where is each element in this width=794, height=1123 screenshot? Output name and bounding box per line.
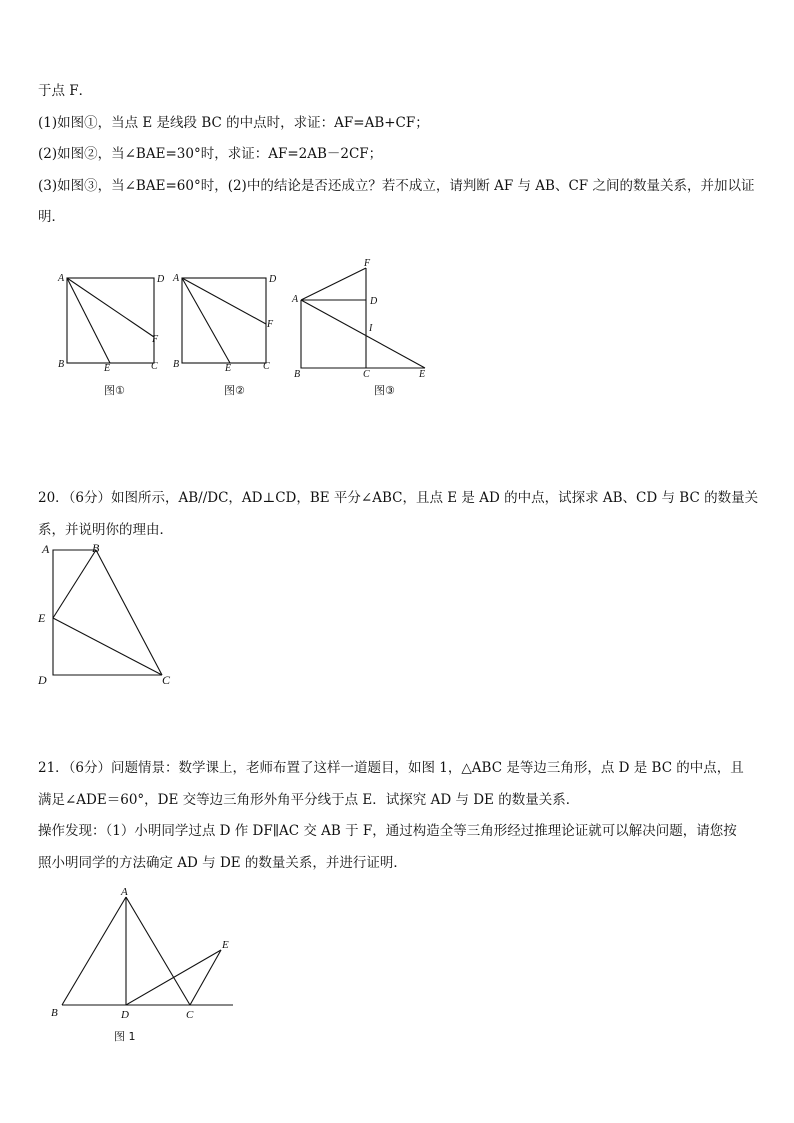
segment-ec	[53, 618, 162, 675]
label-c: C	[186, 1009, 194, 1021]
label-d: D	[121, 1009, 129, 1021]
label-c: C	[263, 361, 270, 372]
trapezoid-sides	[53, 550, 162, 675]
label-e: E	[222, 939, 229, 951]
label-c: C	[363, 369, 370, 380]
q20-text-line-2: 系，并说明你的理由．	[38, 522, 173, 538]
figure-caption: 图①	[104, 384, 125, 397]
label-f: F	[267, 319, 274, 330]
q19-part-3-cont: 明．	[38, 209, 65, 225]
label-b: B	[58, 359, 65, 370]
segment-eb	[53, 550, 96, 618]
label-b: B	[51, 1007, 58, 1019]
label-f: F	[364, 258, 371, 269]
label-f: F	[152, 334, 159, 345]
label-d: D	[370, 296, 378, 307]
square-abcd	[67, 278, 154, 363]
q20-text-line-1: 20．（6分）如图所示，AB//DC，AD⊥CD，BE 平分∠ABC，且点 E 是 AD 的中点，试探求 AB、CD 与 BC 的数量关	[38, 490, 759, 506]
label-c: C	[151, 361, 158, 372]
label-a: A	[121, 886, 128, 898]
segment-de	[126, 950, 221, 1005]
square-abcd	[182, 278, 266, 363]
q21-text-line-1: 21．（6分）问题情景：数学课上，老师布置了这样一道题目，如图 1，△ABC 是等边三角形，点 D 是 BC 的中点，且	[38, 760, 744, 776]
q19-line-0: 于点 F．	[38, 83, 93, 99]
label-d: D	[269, 274, 277, 285]
segment-ae	[301, 300, 425, 368]
segment-ac	[126, 897, 190, 1005]
q21-text-line-4: 照小明同学的方法确定 AD 与 DE 的数量关系，并进行证明．	[38, 855, 407, 871]
q19-part-2: (2)如图②，当∠BAE=30°时，求证：AF=2AB－2CF；	[38, 146, 383, 162]
q20-figure	[36, 540, 186, 690]
q19-figure-1	[55, 270, 170, 400]
label-e: E	[419, 369, 426, 380]
q19-figure-2	[170, 270, 285, 400]
q19-part-3: (3)如图③，当∠BAE=60°时，(2)中的结论是否还成立？若不成立，请判断 AF 与 AB、CF 之间的数量关系，并加以证	[38, 178, 755, 194]
label-d: D	[157, 274, 165, 285]
figure-caption: 图 1	[114, 1030, 136, 1043]
q19-figure-3	[288, 255, 438, 400]
q21-text-line-2: 满足∠ADE＝60°，DE 交等边三角形外角平分线于点 E．试探究 AD 与 DE 的数量关系．	[38, 792, 580, 808]
label-e: E	[104, 363, 111, 374]
q21-text-line-3: 操作发现：（1）小明同学过点 D 作 DF∥AC 交 AB 于 F，通过构造全等三角形经过推理论证就可以解决问题，请您按	[38, 823, 737, 839]
label-a: A	[42, 542, 50, 556]
q21-figure	[45, 882, 245, 1052]
label-a: A	[58, 273, 65, 284]
label-b: B	[294, 369, 301, 380]
label-b: B	[173, 359, 180, 370]
q19-part-1: (1)如图①，当点 E 是线段 BC 的中点时，求证：AF=AB+CF；	[38, 115, 429, 131]
label-e: E	[225, 363, 232, 374]
segment-af	[301, 268, 366, 300]
label-d: D	[38, 673, 47, 687]
segment-af	[67, 278, 154, 337]
label-e: E	[38, 611, 46, 625]
segment-ab	[62, 897, 126, 1005]
figure-caption: 图③	[374, 384, 395, 397]
label-b: B	[92, 541, 100, 555]
segment-ae	[67, 278, 110, 363]
label-c: C	[162, 673, 171, 687]
segment-bc	[96, 550, 162, 675]
figure-caption: 图②	[224, 384, 245, 397]
label-i: I	[369, 323, 373, 334]
label-a: A	[173, 273, 180, 284]
label-a: A	[292, 294, 299, 305]
segment-ce	[190, 950, 221, 1005]
